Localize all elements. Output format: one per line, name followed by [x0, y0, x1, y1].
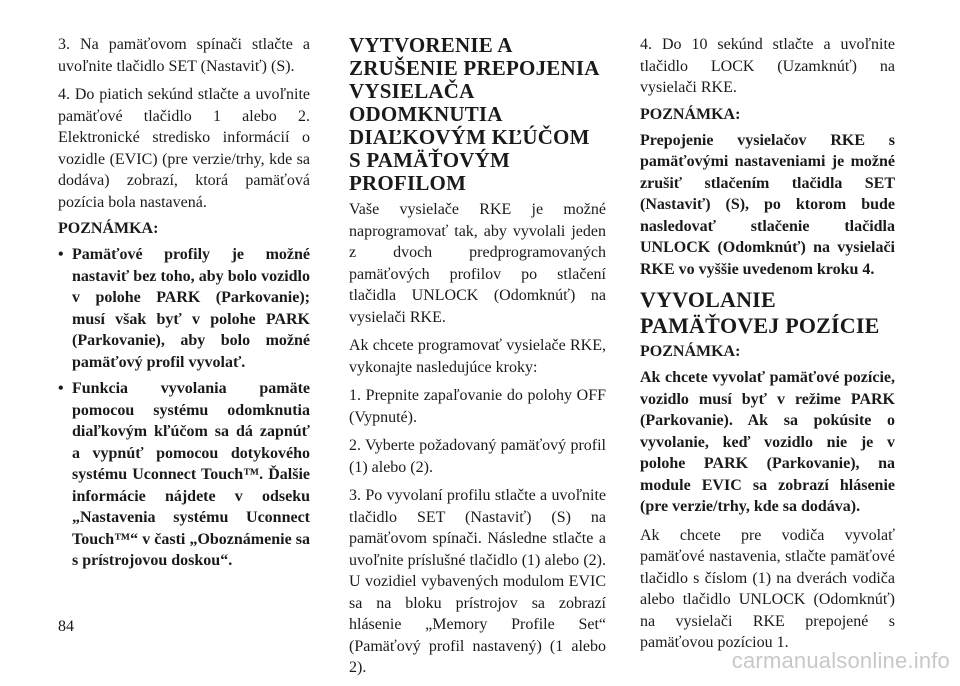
left-column [58, 34, 310, 577]
step-4-paragraph: 4. Do piatich sekúnd stlačte a uvoľnite pamäťové tlačidlo 1 alebo 2. Elektronické stredisko informácií o vozidle (EVIC) (pre verzie/trhy, kde sa dodáva) zobrazí, ktorá pamäťová pozícia bola nastavená. [58, 86, 310, 211]
note-text: Prepojenie vysielačov RKE s pamäťovými nastaveniami je možné zrušiť stlačením tlačidla SET (Nastaviť) (S), po ktorom bude nasledovať stlačenie tlačidla UNLOCK (Odomknúť) na vysielači RKE vo vyššie uvedenom kroku 4. [640, 131, 895, 278]
step-3-paragraph: 3. Po vyvolaní profilu stlačte a uvoľnite tlačidlo SET (Nastaviť) (S) na pamäťovom spínači. Následne stlačte a uvoľnite príslušné tlačidlo (1) alebo (2). U vozidiel vybavených modulom EVIC sa na bloku prístrojov sa zobrazí hlásenie „Memory Profile Set“ (Pamäťový profil nastavený) (1 alebo 2). [349, 487, 606, 676]
right-column [640, 34, 895, 661]
note-text: Ak chcete vyvolať pamäťové pozície, vozidlo musí byť v režime PARK (Parkovanie). Ak sa pokúsite o vyvolanie, keď vozidlo nie je v polohe PARK (Parkovanie), na module EVIC sa zobrazí hlásenie (pre verzie/trhy, kde sa dodáva). [640, 369, 895, 515]
note-bullet-item: • Funkcia vyvolania pamäte pomocou systému odomknutia diaľkovým kľúčom sa dá zapnúť a vypnúť pomocou dotykového systému Uconnect Touch™. Ďalšie informácie nájdete v odseku „Nastavenia systému Uconnect Touch™“ v časti „Oboznámenie sa s prístrojovou doskou“. [58, 378, 310, 572]
note-bullet-item: • Pamäťové profily je možné nastaviť bez toho, aby bolo vozidlo v polohe PARK (Parkovanie); musí však byť v polohe PARK (Parkovanie), aby bolo možné pamäťový profil vyvolať. [58, 244, 310, 373]
section-heading-rke-link: VYTVORENIE A ZRUŠENIE PREPOJENIA VYSIELAČA ODOMKNUTIA DIAĽKOVÝM KĽÚČOM S PAMÄŤOVÝM PROFILOM [349, 33, 599, 195]
watermark: carmanualsonline.info [731, 648, 950, 673]
note-bullet-list [58, 244, 310, 572]
note-title: POZNÁMKA: [640, 105, 741, 123]
note-title: POZNÁMKA: [58, 220, 159, 237]
step-4-paragraph: 4. Do 10 sekúnd stlačte a uvoľnite tlačidlo LOCK (Uzamknúť) na vysielači RKE. [640, 36, 895, 96]
recall-paragraph: Ak chcete pre vodiča vyvolať pamäťové nastavenia, stlačte pamäťové tlačidlo s číslom (1) na dverách vodiča alebo tlačidlo UNLOCK (Odomknúť) na vysielači RKE prepojené s pamäťovou pozíciou 1. [640, 526, 895, 651]
middle-column [349, 34, 606, 686]
step-2-paragraph: 2. Vyberte požadovaný pamäťový profil (1) alebo (2). [349, 437, 606, 476]
intro-paragraph: Vaše vysielače RKE je možné naprogramovať tak, aby vyvolali jeden z dvoch predprogramovaných pamäťových profilov po stlačení tlačidla UNLOCK (Odomknúť) na vysielači RKE. [349, 201, 606, 326]
step-1-paragraph: 1. Prepnite zapaľovanie do polohy OFF (Vypnuté). [349, 387, 606, 426]
note-title: POZNÁMKA: [640, 343, 741, 360]
page-number: 84 [58, 618, 74, 635]
step-3-paragraph: 3. Na pamäťovom spínači stlačte a uvoľnite tlačidlo SET (Nastaviť) (S). [58, 36, 310, 75]
section-heading-memory-recall: VYVOLANIE PAMÄŤOVEJ POZÍCIE [640, 287, 880, 338]
instruction-paragraph: Ak chcete programovať vysielače RKE, vykonajte nasledujúce kroky: [349, 337, 606, 376]
